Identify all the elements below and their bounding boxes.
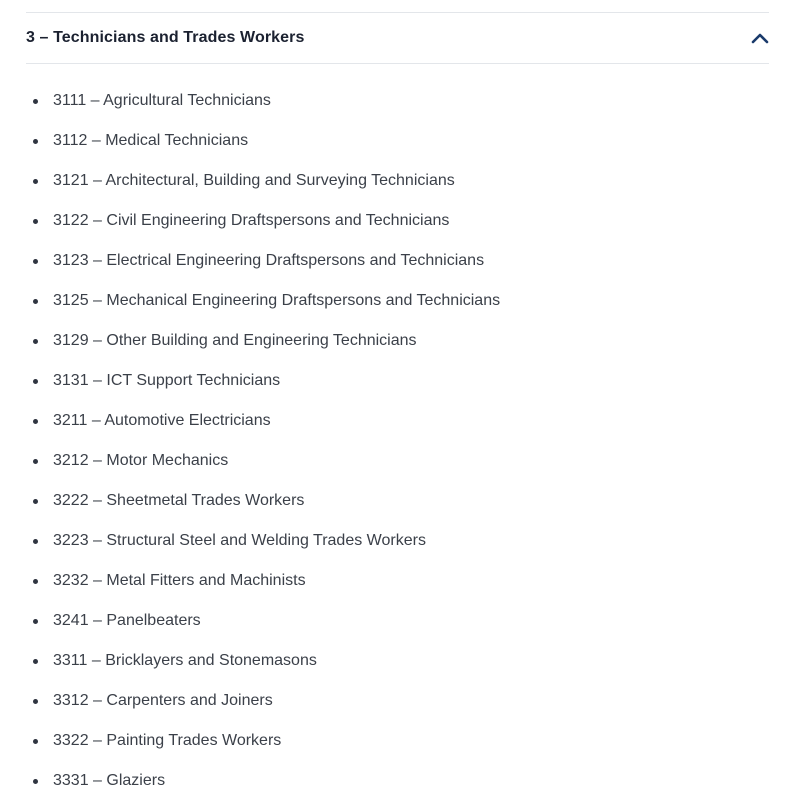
bullet-icon [33, 419, 38, 424]
list-item-label: 3112 – Medical Technicians [53, 132, 249, 149]
bullet-icon [33, 379, 38, 384]
list-item [26, 84, 769, 124]
occupation-list [26, 84, 769, 804]
list-item-label: 3129 – Other Building and Engineering Technicians [53, 332, 417, 349]
list-item-label: 3223 – Structural Steel and Welding Trades Workers [53, 532, 426, 549]
bullet-icon [33, 219, 38, 224]
list-item [26, 324, 769, 364]
list-item [26, 124, 769, 164]
accordion-header-technicians-trades[interactable] [26, 12, 769, 64]
list-item-label: 3131 – ICT Support Technicians [53, 372, 281, 389]
bullet-icon [33, 699, 38, 704]
bullet-icon [33, 139, 38, 144]
list-item [26, 284, 769, 324]
bullet-icon [33, 179, 38, 184]
bullet-icon [33, 539, 38, 544]
list-item [26, 244, 769, 284]
list-item-label: 3122 – Civil Engineering Draftspersons and Technicians [53, 212, 450, 229]
list-item [26, 364, 769, 404]
list-item-label: 3123 – Electrical Engineering Draftspersons and Technicians [53, 252, 485, 269]
list-item [26, 524, 769, 564]
bullet-icon [33, 339, 38, 344]
bullet-icon [33, 579, 38, 584]
bullet-icon [33, 779, 38, 784]
list-item-label: 3121 – Architectural, Building and Surveying Technicians [53, 172, 455, 189]
list-item [26, 164, 769, 204]
bullet-icon [33, 499, 38, 504]
list-item-label: 3241 – Panelbeaters [53, 612, 201, 629]
list-item-label: 3111 – Agricultural Technicians [53, 92, 271, 109]
list-item [26, 444, 769, 484]
list-item [26, 724, 769, 764]
bullet-icon [33, 619, 38, 624]
bullet-icon [33, 459, 38, 464]
list-item-label: 3312 – Carpenters and Joiners [53, 692, 273, 709]
list-item-label: 3222 – Sheetmetal Trades Workers [53, 492, 305, 509]
list-item [26, 764, 769, 804]
occupation-accordion [26, 12, 769, 804]
list-item [26, 484, 769, 524]
list-item-label: 3331 – Glaziers [53, 772, 166, 789]
list-item [26, 644, 769, 684]
bullet-icon [33, 99, 38, 104]
bullet-icon [33, 659, 38, 664]
bullet-icon [33, 299, 38, 304]
list-item-label: 3232 – Metal Fitters and Machinists [53, 572, 306, 589]
list-item-label: 3211 – Automotive Electricians [53, 412, 271, 429]
chevron-up-icon[interactable] [749, 27, 771, 49]
list-item-label: 3125 – Mechanical Engineering Draftspersons and Technicians [53, 292, 501, 309]
list-item-label: 3322 – Painting Trades Workers [53, 732, 282, 749]
list-item [26, 204, 769, 244]
list-item [26, 684, 769, 724]
accordion-panel [26, 64, 769, 804]
accordion-title: 3 – Technicians and Trades Workers [26, 29, 305, 46]
list-item [26, 564, 769, 604]
list-item [26, 604, 769, 644]
bullet-icon [33, 739, 38, 744]
list-item-label: 3311 – Bricklayers and Stonemasons [53, 652, 317, 669]
list-item [26, 404, 769, 444]
list-item-label: 3212 – Motor Mechanics [53, 452, 229, 469]
bullet-icon [33, 259, 38, 264]
